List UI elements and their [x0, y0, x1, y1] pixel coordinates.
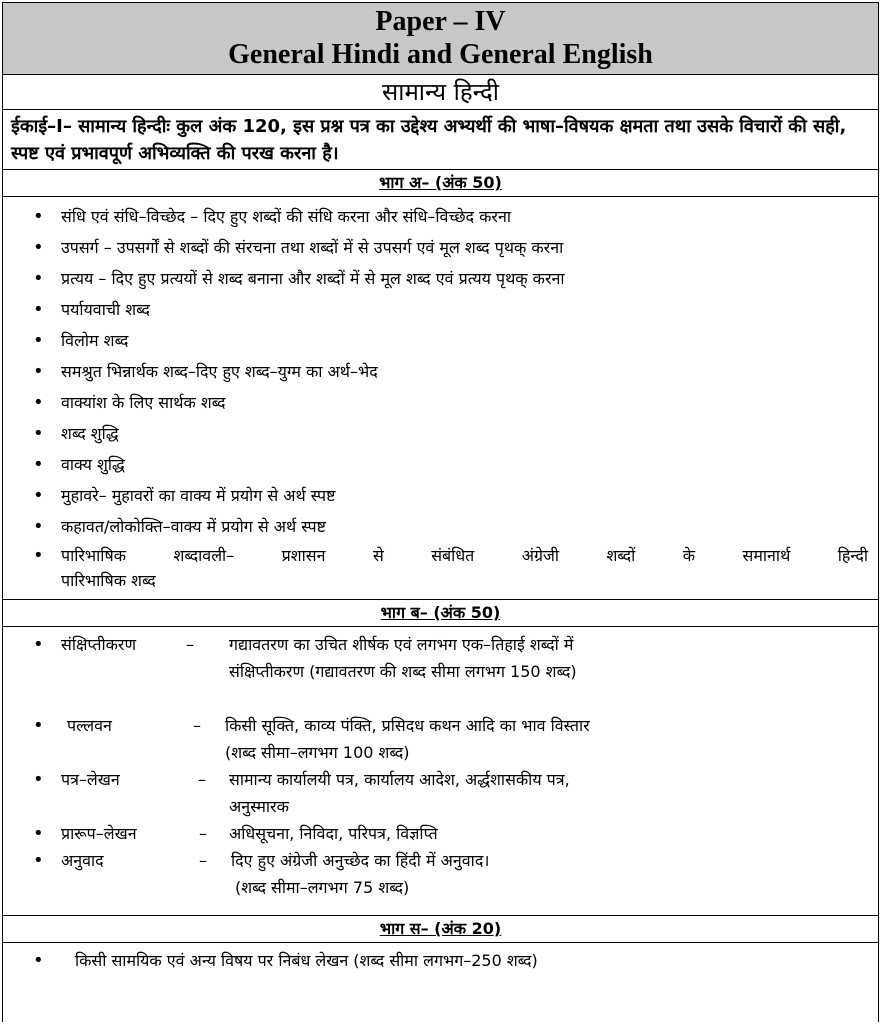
bullet-icon: • — [33, 850, 44, 871]
section-b-title: भाग ब– (अंक 50) — [3, 600, 878, 627]
list-item — [3, 847, 878, 901]
list-item — [3, 631, 878, 685]
definition: अधिसूचना, निविदा, परिपत्र, विज्ञप्ति — [229, 824, 438, 843]
dash: – — [193, 716, 201, 735]
section-c-list — [3, 943, 878, 976]
section-a-body — [3, 197, 878, 600]
definition: सामान्य कार्यालयी पत्र, कार्यालय आदेश, अर्द्धशासकीय पत्र, — [229, 770, 570, 789]
term: पत्र–लेखन — [61, 770, 120, 789]
bullet-icon: • — [33, 769, 44, 790]
term: प्रारूप–लेखन — [61, 824, 137, 843]
list-item: • वाक्यांश के लिए सार्थक शब्द — [3, 387, 878, 418]
term: संक्षिप्तीकरण — [61, 635, 137, 654]
list-item: • समश्रुत भिन्नार्थक शब्द–दिए हुए शब्द–युग्म का अर्थ–भेद — [3, 356, 878, 387]
definition-continuation: (शब्द सीमा–लगभग 75 शब्द) — [235, 878, 410, 897]
unit-intro: ईकाई–I– सामान्य हिन्दीः कुल अंक 120, इस प्रश्न पत्र का उद्देश्य अभ्यर्थी की भाषा–विषयक क्षमता तथा उसके विचारों की सही, स्पष्ट एवं प्रभावपूर्ण अभिव्यक्ति की परख करना है। — [3, 110, 878, 170]
dash: – — [186, 635, 194, 654]
list-item: • किसी सामयिक एवं अन्य विषय पर निबंध लेखन (शब्द सीमा लगभग–250 शब्द) — [3, 945, 878, 976]
dash: – — [199, 824, 207, 843]
syllabus-document — [2, 2, 879, 1022]
list-item: • उपसर्ग – उपसर्गों से शब्दों की संरचना तथा शब्दों में से उपसर्ग एवं मूल शब्द पृथक् करना — [3, 232, 878, 263]
list-item: • विलोम शब्द — [3, 325, 878, 356]
list-item: • प्रत्यय – दिए हुए प्रत्ययों से शब्द बनाना और शब्दों में से मूल शब्द एवं प्रत्यय पृथक् करना — [3, 263, 878, 294]
definition: गद्यावतरण का उचित शीर्षक एवं लगभग एक–तिहाई शब्दों में — [229, 635, 574, 654]
list-item: • पारिभाषिक शब्दावली– प्रशासन से संबंधित अंग्रेजी शब्दों के समानार्थ हिन्दी — [3, 542, 878, 569]
dash: – — [198, 770, 206, 789]
term: पल्लवन — [67, 716, 112, 735]
definition: किसी सूक्ति, काव्य पंक्ति, प्रसिदध कथन आदि का भाव विस्तार — [225, 716, 590, 735]
section-c-body — [3, 943, 878, 976]
list-item: • शब्द शुद्धि — [3, 418, 878, 449]
term: अनुवाद — [61, 851, 104, 870]
definition: दिए हुए अंग्रेजी अनुच्छेद का हिंदी में अनुवाद। — [231, 851, 490, 870]
definition-continuation: संक्षिप्तीकरण (गद्यावतरण की शब्द सीमा लगभग 150 शब्द) — [229, 662, 577, 681]
list-item: • पर्यायवाची शब्द — [3, 294, 878, 325]
paper-header — [3, 3, 878, 75]
list-item-continuation: पारिभाषिक शब्द — [61, 571, 156, 590]
list-item: • कहावत/लोकोक्ति–वाक्य में प्रयोग से अर्थ स्पष्ट — [3, 511, 878, 542]
section-a-title: भाग अ– (अंक 50) — [3, 170, 878, 197]
list-item: • मुहावरे– मुहावरों का वाक्य में प्रयोग से अर्थ स्पष्ट — [3, 480, 878, 511]
list-item — [3, 766, 878, 820]
definition-continuation: अनुस्मारक — [229, 797, 289, 816]
list-item — [3, 820, 878, 847]
definition-continuation: (शब्द सीमा–लगभग 100 शब्द) — [225, 743, 410, 762]
dash: – — [199, 851, 207, 870]
bullet-icon: • — [33, 823, 44, 844]
hindi-section-title: सामान्य हिन्दी — [3, 75, 878, 110]
section-a-list — [3, 197, 878, 599]
section-c-title: भाग स– (अंक 20) — [3, 916, 878, 943]
paper-number: Paper – IV — [375, 6, 506, 37]
list-item: • संधि एवं संधि–विच्छेद – दिए हुए शब्दों की संधि करना और संधि–विच्छेद करना — [3, 201, 878, 232]
bullet-icon: • — [33, 634, 44, 655]
section-b-body — [3, 627, 878, 916]
paper-title: General Hindi and General English — [228, 39, 653, 70]
bullet-icon: • — [33, 715, 44, 736]
list-item — [3, 712, 878, 766]
list-item: • वाक्य शुद्धि — [3, 449, 878, 480]
